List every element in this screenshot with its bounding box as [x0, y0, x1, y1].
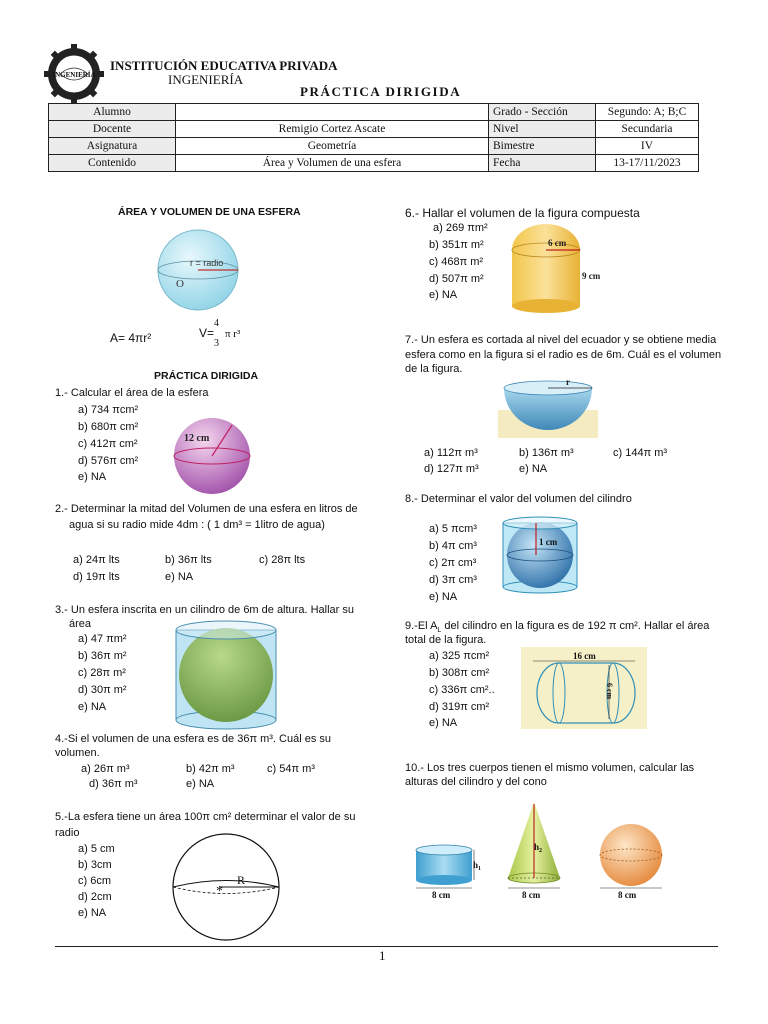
q10-line1: 10.- Los tres cuerpos tienen el mismo volumen, calcular las: [405, 762, 695, 774]
q5-line2: radio: [55, 827, 80, 839]
q9-option-c: c) 336π cm²..: [429, 684, 495, 696]
q5-center-mark: *: [216, 884, 223, 899]
volume-fraction-num: 4: [214, 318, 219, 329]
q7-hemisphere-figure: [498, 376, 598, 438]
info-table: [48, 103, 699, 172]
q7-option-d: d) 127π m³: [424, 463, 479, 475]
q4-option-a: a) 26π m³: [81, 763, 130, 775]
q3-option-d: d) 30π m²: [78, 684, 127, 696]
q4-line2: volumen.: [55, 747, 100, 759]
alumno-value: [176, 104, 489, 121]
q6-height-label: 9 cm: [582, 271, 601, 281]
q3-line2: área: [69, 618, 92, 630]
q9-line1-start: 9.-El A: [405, 620, 438, 632]
q5-sphere-figure: [170, 832, 280, 942]
q7-option-c: c) 144π m³: [613, 447, 668, 459]
q10-line2: alturas del cilindro y del cono: [405, 776, 547, 788]
footer-divider: [55, 946, 718, 947]
q8-option-d: d) 3π cm³: [429, 574, 477, 586]
document-title: PRÁCTICA DIRIGIDA: [300, 84, 462, 99]
q9-height-label: 6 cm: [605, 683, 614, 700]
table-row: [49, 104, 699, 121]
contenido-label: Contenido: [49, 155, 176, 172]
q4-line1: 4.-Si el volumen de una esfera es de 36π m³. Cuál es su: [55, 733, 332, 745]
table-row: [49, 155, 699, 172]
intro-title: ÁREA Y VOLUMEN DE UNA ESFERA: [118, 206, 301, 218]
q1-radius-label: 12 cm: [184, 433, 210, 444]
docente-label: Docente: [49, 121, 176, 138]
table-row: [49, 121, 699, 138]
q5-option-d: d) 2cm: [78, 891, 112, 903]
volume-fraction-den: 3: [214, 338, 219, 349]
q10-three-solids-figure: [410, 798, 674, 904]
q1-option-a: a) 734 πcm²: [78, 404, 139, 416]
svg-text:INGENIERÍA: INGENIERÍA: [52, 71, 96, 79]
page-number: 1: [379, 948, 386, 963]
q4-option-d: d) 36π m³: [89, 778, 138, 790]
q3-option-e: e) NA: [78, 701, 107, 713]
q5-option-e: e) NA: [78, 907, 107, 919]
q3-option-a: a) 47 πm²: [78, 633, 127, 645]
q10-cylinder-dim: 8 cm: [432, 890, 451, 900]
q7-line3: de la figura.: [405, 363, 463, 375]
q8-text: 8.- Determinar el valor del volumen del cilindro: [405, 493, 632, 505]
q4-option-e: e) NA: [186, 778, 215, 790]
q1-sphere-figure: [172, 417, 252, 497]
q2-option-a: a) 24π lts: [73, 554, 120, 566]
q5-option-b: b) 3cm: [78, 859, 112, 871]
q6-option-e: e) NA: [429, 289, 458, 301]
q1-option-b: b) 680π cm²: [78, 421, 139, 433]
q6-option-a: a) 269 πm²: [433, 222, 488, 234]
q3-line1: 3.- Un esfera inscrita en un cilindro de 6m de altura. Hallar su: [55, 604, 354, 616]
q8-option-a: a) 5 πcm³: [429, 523, 477, 535]
q1-option-c: c) 412π cm²: [78, 438, 138, 450]
q3-option-b: b) 36π m²: [78, 650, 127, 662]
q9-option-d: d) 319π cm²: [429, 701, 490, 713]
q8-option-b: b) 4π cm³: [429, 540, 477, 552]
school-logo: [44, 44, 104, 104]
volume-formula-rest: π r³: [225, 328, 241, 340]
table-row: [49, 138, 699, 155]
q6-text: 6.- Hallar el volumen de la figura compuesta: [405, 206, 640, 220]
q8-cylinder-sphere-figure: [500, 515, 580, 595]
asignatura-label: Asignatura: [49, 138, 176, 155]
fecha-label: Fecha: [489, 155, 596, 172]
q2-line1: 2.- Determinar la mitad del Volumen de una esfera en litros de: [55, 503, 358, 515]
q2-option-c: c) 28π lts: [259, 554, 306, 566]
q9-option-e: e) NA: [429, 717, 458, 729]
bimestre-label: Bimestre: [489, 138, 596, 155]
q6-option-c: c) 468π m²: [429, 256, 484, 268]
q2-option-d: d) 19π lts: [73, 571, 120, 583]
q3-option-c: c) 28π m²: [78, 667, 126, 679]
sphere-diagram: [134, 228, 262, 312]
practice-title: PRÁCTICA DIRIGIDA: [154, 370, 259, 382]
q6-option-d: d) 507π m²: [429, 273, 484, 285]
q8-radius-label: 1 cm: [539, 537, 558, 547]
q6-composite-figure: [508, 224, 612, 316]
institution-subtitle: INGENIERÍA: [168, 72, 244, 87]
grado-label: Grado - Sección: [489, 104, 596, 121]
q7-line1: 7.- Un esfera es cortada al nivel del ecuador y se obtiene media: [405, 334, 717, 346]
q1-text: 1.- Calcular el área de la esfera: [55, 387, 209, 399]
q6-option-b: b) 351π m²: [429, 239, 484, 251]
fecha-value: 13-17/11/2023: [596, 155, 699, 172]
q9-option-b: b) 308π cm²: [429, 667, 490, 679]
q5-line1: 5.-La esfera tiene un área 100π cm² determinar el valor de su: [55, 811, 356, 823]
q5-option-c: c) 6cm: [78, 875, 111, 887]
nivel-label: Nivel: [489, 121, 596, 138]
q7-option-b: b) 136π m³: [519, 447, 574, 459]
alumno-label: Alumno: [49, 104, 176, 121]
q7-line2: esfera como en la figura si el radio es de 6m. Cuál es el volumen: [405, 349, 722, 361]
q9-line1-rest: del cilindro en la figura es de 192 π cm². Hallar el área: [441, 620, 710, 632]
contenido-value: Área y Volumen de una esfera: [176, 155, 489, 172]
q9-capsule-figure: [521, 647, 647, 729]
q7-option-e: e) NA: [519, 463, 548, 475]
q9-line1-sub: L: [437, 627, 442, 635]
q7-radius-label: r: [566, 377, 570, 387]
q10-h1-label: $h_1$: [473, 860, 482, 872]
institution-name: INSTITUCIÓN EDUCATIVA PRIVADA: [110, 58, 338, 73]
q9-line2: total de la figura.: [405, 634, 487, 646]
center-label: O: [176, 278, 184, 290]
q9-length-label: 16 cm: [573, 651, 596, 661]
q9-option-a: a) 325 πcm²: [429, 650, 490, 662]
q5-option-a: a) 5 cm: [78, 843, 115, 855]
q6-radius-label: 6 cm: [548, 238, 567, 248]
q2-line2: agua si su radio mide 4dm : ( 1 dm³ = 1litro de agua): [69, 519, 325, 531]
grado-value: Segundo: A; B;C: [596, 104, 699, 121]
q5-radius-label: R: [237, 873, 246, 887]
nivel-value: Secundaria: [596, 121, 699, 138]
q1-option-e: e) NA: [78, 471, 107, 483]
volume-formula-prefix: V=: [199, 326, 215, 340]
asignatura-value: Geometría: [176, 138, 489, 155]
q4-option-b: b) 42π m³: [186, 763, 235, 775]
q7-option-a: a) 112π m³: [424, 447, 478, 459]
area-formula: A= 4πr²: [110, 331, 152, 345]
q2-option-e: e) NA: [165, 571, 194, 583]
q10-cone-dim: 8 cm: [522, 890, 541, 900]
q8-option-c: c) 2π cm³: [429, 557, 477, 569]
q4-option-c: c) 54π m³: [267, 763, 315, 775]
q2-option-b: b) 36π lts: [165, 554, 212, 566]
q3-cylinder-sphere-figure: [173, 620, 279, 732]
q10-h2-label: $h_2$: [534, 842, 543, 854]
bimestre-value: IV: [596, 138, 699, 155]
q8-option-e: e) NA: [429, 591, 458, 603]
q1-option-d: d) 576π cm²: [78, 455, 139, 467]
docente-value: Remigio Cortez Ascate: [176, 121, 489, 138]
q10-sphere-dim: 8 cm: [618, 890, 637, 900]
radius-label: r = radio: [190, 258, 224, 268]
